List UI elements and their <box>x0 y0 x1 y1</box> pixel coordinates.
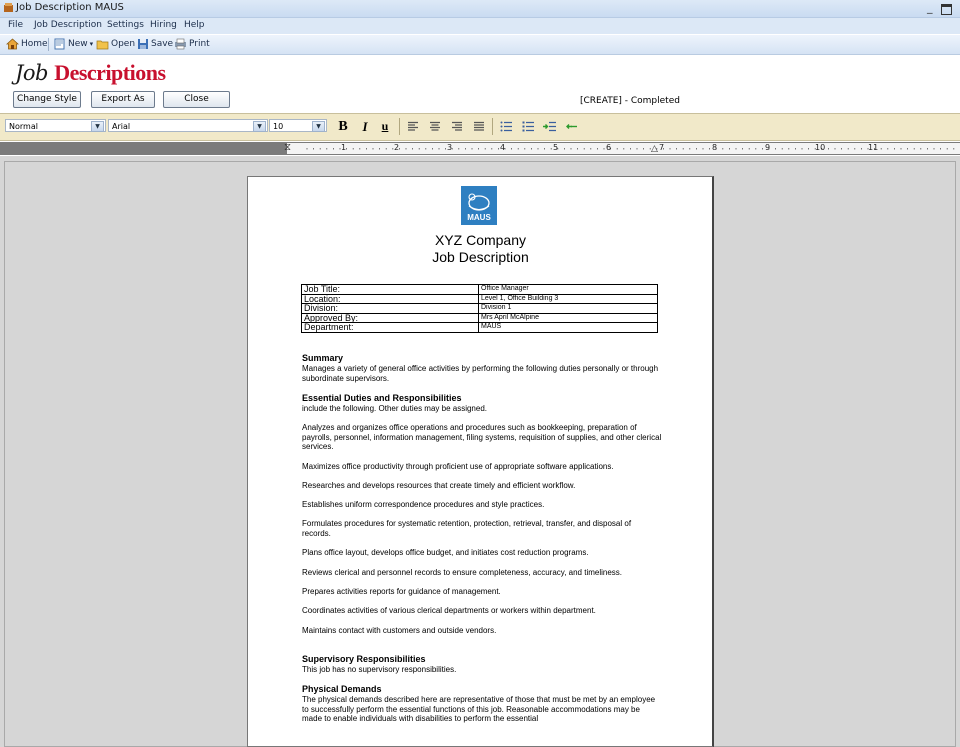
table-row <box>302 323 658 333</box>
mouse-icon <box>461 188 497 216</box>
document-title: Job Description <box>432 249 529 265</box>
printer-icon <box>174 38 187 50</box>
ruler-ticks <box>287 143 960 154</box>
row-value: Level 1, Office Building 3 <box>479 294 658 304</box>
status-text: [CREATE] - Completed <box>580 96 680 106</box>
save-button[interactable] <box>137 38 173 50</box>
row-label: Location: <box>302 294 479 304</box>
duty-item: Reviews clerical and personnel records to ensure completeness, accuracy, and timeliness. <box>302 568 623 577</box>
duties-intro: include the following. Other duties may be assigned. <box>302 404 487 413</box>
change-style-button[interactable]: Change Style <box>13 91 81 108</box>
menu-settings[interactable]: Settings <box>107 20 144 30</box>
align-left-button[interactable] <box>405 119 421 134</box>
title-bar <box>0 0 960 18</box>
supervisory-text: This job has no supervisory responsibilities. <box>302 665 457 674</box>
menu-help[interactable]: Help <box>184 20 205 30</box>
toolbar-separator <box>48 38 49 51</box>
home-button[interactable] <box>6 38 48 50</box>
table-row <box>302 313 658 323</box>
new-button[interactable] <box>53 38 93 50</box>
underline-button[interactable]: u <box>381 119 389 133</box>
menu-file[interactable]: File <box>8 20 24 30</box>
format-bar <box>0 113 960 141</box>
bullet-list-button[interactable] <box>520 119 536 134</box>
align-left-icon <box>407 121 419 132</box>
ruler-number: 3 <box>447 143 453 152</box>
duty-item: Maintains contact with customers and outside vendors. <box>302 626 497 635</box>
ruler-number: 11 <box>868 143 879 152</box>
align-right-icon <box>451 121 463 132</box>
app-icon <box>3 2 14 13</box>
table-row <box>302 285 658 295</box>
bold-button[interactable]: B <box>338 118 348 134</box>
ruler-number: 6 <box>606 143 612 152</box>
justify-button[interactable] <box>471 119 487 134</box>
maus-logo <box>461 186 497 225</box>
minimize-button[interactable]: _ <box>927 1 933 14</box>
menu-job-description[interactable]: Job Description <box>34 20 102 30</box>
ruler-number: 7 <box>659 143 665 152</box>
duty-item: Researches and develops resources that create timely and efficient workflow. <box>302 481 576 490</box>
style-select[interactable] <box>5 119 106 132</box>
supervisory-heading: Supervisory Responsibilities <box>302 654 426 664</box>
row-label: Approved By: <box>302 313 479 323</box>
new-label: New <box>68 39 88 49</box>
align-right-button[interactable] <box>449 119 465 134</box>
chevron-down-icon: ▼ <box>91 121 104 132</box>
window-title: Job Description MAUS <box>16 2 124 13</box>
row-value: Office Manager <box>479 285 658 295</box>
job-info-table <box>301 284 658 333</box>
close-button[interactable]: Close <box>163 91 230 108</box>
summary-text: Manages a variety of general office activities by performing the following duties personally or through subordinate supervisors. <box>302 364 659 383</box>
row-value: Mrs April McAlpine <box>479 313 658 323</box>
duty-item: Coordinates activities of various clerical departments or workers within department. <box>302 606 596 615</box>
ruler-number: 5 <box>553 143 559 152</box>
duty-item: Formulates procedures for systematic retention, protection, retrieval, transfer, and disposal of records. <box>302 519 632 538</box>
physical-demands-heading: Physical Demands <box>302 684 382 694</box>
logo-word-descriptions: Descriptions <box>54 60 166 85</box>
format-separator <box>492 118 493 135</box>
chevron-down-icon: ▼ <box>253 121 266 132</box>
italic-button[interactable]: I <box>362 118 368 134</box>
decrease-indent-button[interactable] <box>563 119 579 134</box>
indent-icon <box>543 121 557 132</box>
chevron-down-icon: ▾ <box>89 40 94 48</box>
home-label: Home <box>21 39 48 49</box>
ruler-number: 8 <box>712 143 718 152</box>
print-label: Print <box>189 39 210 49</box>
duty-item: Maximizes office productivity through proficient use of appropriate software applications. <box>302 462 614 471</box>
font-size-select[interactable] <box>269 119 327 132</box>
company-name: XYZ Company <box>434 232 527 248</box>
duties-heading: Essential Duties and Responsibilities <box>302 393 462 403</box>
increase-indent-button[interactable] <box>542 119 558 134</box>
maus-logo-text: MAUS <box>467 213 491 222</box>
open-button[interactable] <box>96 38 135 50</box>
ruler-track[interactable] <box>287 143 960 154</box>
align-center-icon <box>429 121 441 132</box>
folder-icon <box>96 38 109 50</box>
app-logo <box>15 60 166 86</box>
new-document-icon <box>53 38 66 50</box>
bullet-list-icon <box>522 121 535 132</box>
export-as-button[interactable]: Export As <box>91 91 155 108</box>
font-size-value: 10 <box>273 122 284 131</box>
row-value: Division 1 <box>479 304 658 314</box>
ruler-number: 2 <box>394 143 400 152</box>
row-label: Job Title: <box>302 285 479 295</box>
menu-hiring[interactable]: Hiring <box>150 20 177 30</box>
justify-icon <box>473 121 485 132</box>
toolbar <box>0 35 960 55</box>
font-select-value: Arial <box>112 122 131 131</box>
home-icon <box>6 38 19 50</box>
row-label: Division: <box>302 304 479 314</box>
table-row <box>302 304 658 314</box>
align-center-button[interactable] <box>427 119 443 134</box>
chevron-down-icon: ▼ <box>312 121 325 132</box>
print-button[interactable] <box>174 38 210 50</box>
menu-bar <box>0 18 960 34</box>
logo-word-job: Job <box>15 61 49 85</box>
format-separator <box>399 118 400 135</box>
row-label: Department: <box>302 323 479 333</box>
outdent-icon <box>564 121 578 132</box>
numbered-list-button[interactable] <box>498 119 514 134</box>
save-icon <box>137 38 149 50</box>
duty-item: Establishes uniform correspondence procedures and style practices. <box>302 500 545 509</box>
right-indent-marker[interactable]: △ <box>651 144 658 154</box>
open-label: Open <box>111 39 136 49</box>
ruler-number: 1 <box>341 143 347 152</box>
table-row <box>302 294 658 304</box>
font-select[interactable] <box>108 119 268 132</box>
left-indent-marker[interactable]: ⧖ <box>284 142 292 153</box>
row-value: MAUS <box>479 323 658 333</box>
maximize-button[interactable] <box>941 4 952 15</box>
ruler-number: 10 <box>815 143 826 152</box>
numbered-list-icon <box>500 121 513 132</box>
duty-item: Prepares activities reports for guidance of management. <box>302 587 501 596</box>
save-label: Save <box>151 39 174 49</box>
ruler-number: 4 <box>500 143 506 152</box>
duty-item: Analyzes and organizes office operations and procedures such as bookkeeping, preparation of payrolls, personnel, information management, filing systems, requisition of supplies, and other clerical services. <box>302 423 662 452</box>
style-select-value: Normal <box>9 122 38 131</box>
physical-demands-text: The physical demands described here are representative of those that must be met by an employee to successfully perform the essential functions of this job. Reasonable accommodations may be made to enable individuals with disabilities to perform the essential <box>302 695 656 724</box>
summary-heading: Summary <box>302 353 344 363</box>
duty-item: Plans office layout, develops office budget, and initiates cost reduction programs. <box>302 548 589 557</box>
ruler-number: 9 <box>765 143 771 152</box>
